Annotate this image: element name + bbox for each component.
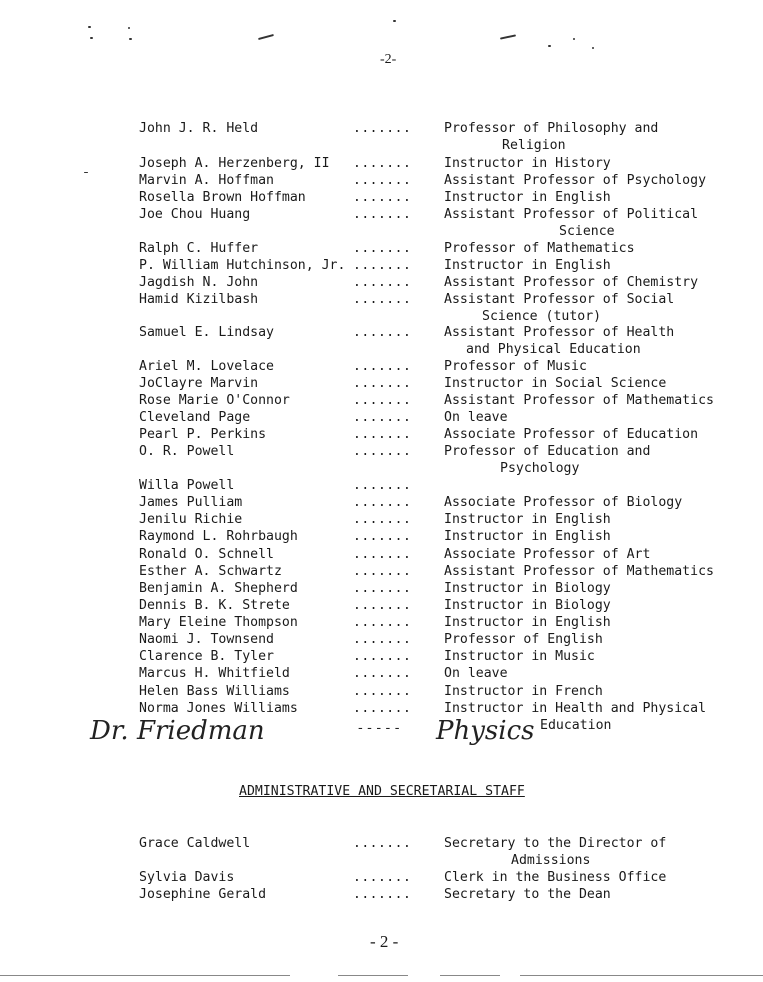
- person-name: Rose Marie O'Connor: [139, 393, 290, 408]
- leader-dots: .......: [353, 275, 412, 290]
- person-name: Marvin A. Hoffman: [139, 173, 274, 188]
- person-name: Willa Powell: [139, 478, 235, 493]
- leader-dots: .......: [353, 258, 412, 273]
- leader-dots: .......: [353, 173, 412, 188]
- person-name: Benjamin A. Shepherd: [139, 581, 298, 596]
- position-title: [444, 155, 744, 172]
- position-title-line1: Instructor in English: [444, 615, 611, 630]
- position-title: [444, 358, 744, 375]
- person-name: Clarence B. Tyler: [139, 649, 274, 664]
- position-title: [444, 683, 744, 700]
- position-title-line1: Instructor in English: [444, 258, 611, 273]
- position-title: [444, 511, 744, 528]
- position-title: [444, 665, 744, 682]
- position-title-line1: Professor of Mathematics: [444, 241, 635, 256]
- position-title: [444, 443, 744, 477]
- leader-dots: .......: [353, 870, 412, 885]
- position-title-line1: Professor of Music: [444, 359, 587, 374]
- leader-dots: .......: [353, 887, 412, 902]
- person-name: Ralph C. Huffer: [139, 241, 259, 256]
- person-name: Grace Caldwell: [139, 836, 251, 851]
- position-title-line1: Professor of English: [444, 632, 603, 647]
- position-title-line1: Associate Professor of Art: [444, 547, 651, 562]
- leader-dots: .......: [353, 649, 412, 664]
- position-title: [444, 869, 744, 886]
- position-title-line2: Education: [540, 718, 612, 734]
- position-title-line1: Instructor in Biology: [444, 581, 611, 596]
- leader-dots: .......: [353, 121, 412, 136]
- position-title: [444, 614, 744, 631]
- person-name: Helen Bass Williams: [139, 684, 290, 699]
- position-title: [444, 257, 744, 274]
- position-title: [444, 392, 744, 409]
- leader-dots: .......: [353, 444, 412, 459]
- leader-dots: .......: [353, 292, 412, 307]
- leader-dots: .......: [353, 666, 412, 681]
- person-name: P. William Hutchinson, Jr.: [139, 258, 346, 273]
- position-title: [444, 563, 744, 580]
- position-title-line1: Assistant Professor of Political: [444, 207, 699, 222]
- person-name: Dennis B. K. Strete: [139, 598, 290, 613]
- position-title: [444, 274, 744, 291]
- position-title: [444, 580, 744, 597]
- position-title-line1: Professor of Education and: [444, 444, 651, 459]
- person-name: Marcus H. Whitfield: [139, 666, 290, 681]
- leader-dots: .......: [353, 427, 412, 442]
- leader-dots: .......: [353, 207, 412, 222]
- person-name: Mary Eleine Thompson: [139, 615, 298, 630]
- position-title: [444, 120, 744, 154]
- position-title-line1: Secretary to the Dean: [444, 887, 611, 902]
- person-name: Joe Chou Huang: [139, 207, 251, 222]
- position-title: [444, 426, 744, 443]
- position-title-line1: Assistant Professor of Mathematics: [444, 393, 714, 408]
- leader-dots: .......: [353, 393, 412, 408]
- position-title-line1: Instructor in French: [444, 684, 603, 699]
- position-title: [444, 546, 744, 563]
- leader-dots: .......: [353, 512, 412, 527]
- leader-dots: .......: [353, 684, 412, 699]
- position-title: [444, 597, 744, 614]
- person-name: Cleveland Page: [139, 410, 251, 425]
- position-title-line1: Assistant Professor of Social: [444, 292, 675, 307]
- person-name: Rosella Brown Hoffman: [139, 190, 306, 205]
- position-title-line1: Assistant Professor of Health: [444, 325, 675, 340]
- position-title-line1: Assistant Professor of Mathematics: [444, 564, 714, 579]
- scan-edge-lines: [0, 975, 763, 978]
- person-name: Ariel M. Lovelace: [139, 359, 274, 374]
- handwritten-dots: - - - - -: [358, 720, 400, 736]
- person-name: Naomi J. Townsend: [139, 632, 274, 647]
- position-title-line2: Science: [559, 224, 615, 240]
- position-title-line1: Instructor in Social Science: [444, 376, 667, 391]
- position-title-line1: Professor of Philosophy and: [444, 121, 659, 136]
- leader-dots: .......: [353, 836, 412, 851]
- person-name: James Pulliam: [139, 495, 243, 510]
- person-name: Samuel E. Lindsay: [139, 325, 274, 340]
- person-name: Raymond L. Rohrbaugh: [139, 529, 298, 544]
- leader-dots: .......: [353, 701, 412, 716]
- position-title: [444, 189, 744, 206]
- position-title-line2: Admissions: [511, 853, 591, 869]
- leader-dots: .......: [353, 615, 412, 630]
- position-title-line2: and Physical Education: [466, 342, 641, 358]
- person-name: Ronald O. Schnell: [139, 547, 274, 562]
- person-name: Hamid Kizilbash: [139, 292, 259, 307]
- position-title: [444, 409, 744, 426]
- person-name: Jagdish N. John: [139, 275, 259, 290]
- page-number-top: -2-: [380, 52, 397, 67]
- leader-dots: .......: [353, 410, 412, 425]
- position-title-line1: Instructor in Biology: [444, 598, 611, 613]
- position-title-line1: Instructor in History: [444, 156, 611, 171]
- leader-dots: .......: [353, 529, 412, 544]
- position-title-line1: Associate Professor of Biology: [444, 495, 683, 510]
- position-title: [444, 494, 744, 511]
- leader-dots: .......: [353, 495, 412, 510]
- leader-dots: .......: [353, 241, 412, 256]
- person-name: Joseph A. Herzenberg, II: [139, 156, 330, 171]
- position-title-line1: Clerk in the Business Office: [444, 870, 667, 885]
- position-title-line1: Assistant Professor of Chemistry: [444, 275, 699, 290]
- person-name: Pearl P. Perkins: [139, 427, 267, 442]
- position-title: [444, 648, 744, 665]
- person-name: JoClayre Marvin: [139, 376, 259, 391]
- leader-dots: .......: [353, 359, 412, 374]
- position-title-line1: On leave: [444, 666, 508, 681]
- person-name: Esther A. Schwartz: [139, 564, 282, 579]
- leader-dots: .......: [353, 478, 412, 493]
- position-title-line2: Psychology: [500, 461, 580, 477]
- leader-dots: .......: [353, 598, 412, 613]
- leader-dots: .......: [353, 376, 412, 391]
- position-title: [444, 631, 744, 648]
- page-number-bottom: - 2 -: [370, 932, 399, 951]
- position-title: [444, 240, 744, 257]
- position-title: [444, 835, 744, 869]
- position-title-line1: Instructor in Health and Physical: [444, 701, 707, 716]
- leader-dots: .......: [353, 547, 412, 562]
- leader-dots: .......: [353, 581, 412, 596]
- position-title: [444, 206, 744, 240]
- section-heading: ADMINISTRATIVE AND SECRETARIAL STAFF: [239, 784, 525, 799]
- person-name: O. R. Powell: [139, 444, 235, 459]
- person-name: John J. R. Held: [139, 121, 259, 136]
- person-name: Sylvia Davis: [139, 870, 235, 885]
- position-title-line1: Instructor in English: [444, 190, 611, 205]
- position-title-line1: Instructor in Music: [444, 649, 595, 664]
- position-title: [444, 324, 744, 358]
- leader-dots: .......: [353, 632, 412, 647]
- position-title-line1: Assistant Professor of Psychology: [444, 173, 707, 188]
- position-title-line1: Secretary to the Director of: [444, 836, 667, 851]
- position-title: [444, 172, 744, 189]
- person-name: Jenilu Richie: [139, 512, 243, 527]
- handwritten-name: Dr. Friedman: [90, 716, 265, 746]
- handwritten-title: Physics: [436, 716, 535, 746]
- position-title: [444, 291, 744, 325]
- person-name: Norma Jones Williams: [139, 701, 298, 716]
- position-title-line1: Associate Professor of Education: [444, 427, 699, 442]
- leader-dots: .......: [353, 564, 412, 579]
- position-title: [444, 886, 744, 903]
- leader-dots: .......: [353, 156, 412, 171]
- position-title-line1: Instructor in English: [444, 529, 611, 544]
- position-title-line2: Science (tutor): [482, 309, 602, 325]
- position-title-line2: Religion: [502, 138, 566, 154]
- position-title: [444, 375, 744, 392]
- position-title-line1: On leave: [444, 410, 508, 425]
- position-title: [444, 528, 744, 545]
- person-name: Josephine Gerald: [139, 887, 267, 902]
- leader-dots: .......: [353, 190, 412, 205]
- position-title-line1: Instructor in English: [444, 512, 611, 527]
- leader-dots: .......: [353, 325, 412, 340]
